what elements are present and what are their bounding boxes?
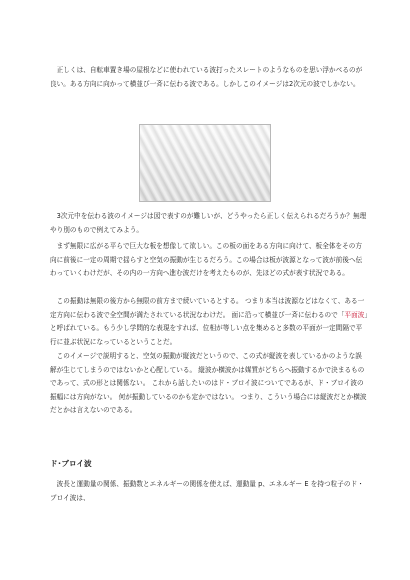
- paragraph-de-broglie-intro: 波長と運動量の関係、振動数とエネルギーの関係を使えば、運動量 p、エネルギー E を持つ粒子のド・ブロイ波は、: [50, 480, 364, 502]
- paragraph-plane-wave: [50, 295, 368, 349]
- paragraph-longitudinal-note: このイメージで説明すると、空気の振動が縦波だというので、この式が縦波を表しているかのような誤解が生じてしまうのではないかと心配している。 縦波か横波かは媒質がどちらへ振動するかで決まるものであって、式の形とは関係ない。 これから話したいのはド・ブロイ波についてであるが、ド・ブロイ波の振幅には方向がない。 何が振動しているのかも定かではない。 つまり、こういう場合には縦波だとか横波だとかは言えないのである。: [50, 352, 367, 415]
- plane-wave-text-after: 」と呼ばれている。もう少し学問的な表現をすれば、位相が等しい点を集めると多数の平面が一定間隔で平行に並ぶ状況になっているということだ。: [50, 310, 368, 346]
- paragraph-3d-wave-question: 3次元中を伝わる波のイメージは図で表すのが難しいが、どうやったら正しく伝えられるだろうか？無理やり別のもので例えてみよう。: [50, 212, 367, 234]
- paragraph-infinite-plate: まず無限に広がる平らで巨大な板を想像して欲しい。この板の面をある方向に向けて、板全体をその方向に前後に一定の周期で揺らすと空気の振動が生じるだろう。この場合は板が波源となって波が前後へ伝わっていくわけだが、その内の一方向へ進む波だけを考えたものが、先ほどの式が表す状況である。: [50, 242, 363, 278]
- paragraph-slate-roof: 正しくは、自転車置き場の屋根などに使われている波打ったスレートのようなものを思い浮かべるのが良い。ある方向に向かって横並び一斉に伝わる波である。しかしこのイメージは2次元の波でしかない。: [50, 66, 363, 88]
- section-heading-de-broglie: ド･ブロイ波: [50, 459, 92, 468]
- plane-wave-text-before: この振動は無限の後方から無限の前方まで続いているとする。 つまり本当は波源などはなくて、ある一定方向に伝わる波で全空間が満たされている状況なわけだ。 面に沿って横並び一斉に伝わるので「: [50, 297, 365, 319]
- plane-wave-highlight: 平面波: [344, 310, 365, 319]
- corrugated-slate-photo: [139, 124, 271, 202]
